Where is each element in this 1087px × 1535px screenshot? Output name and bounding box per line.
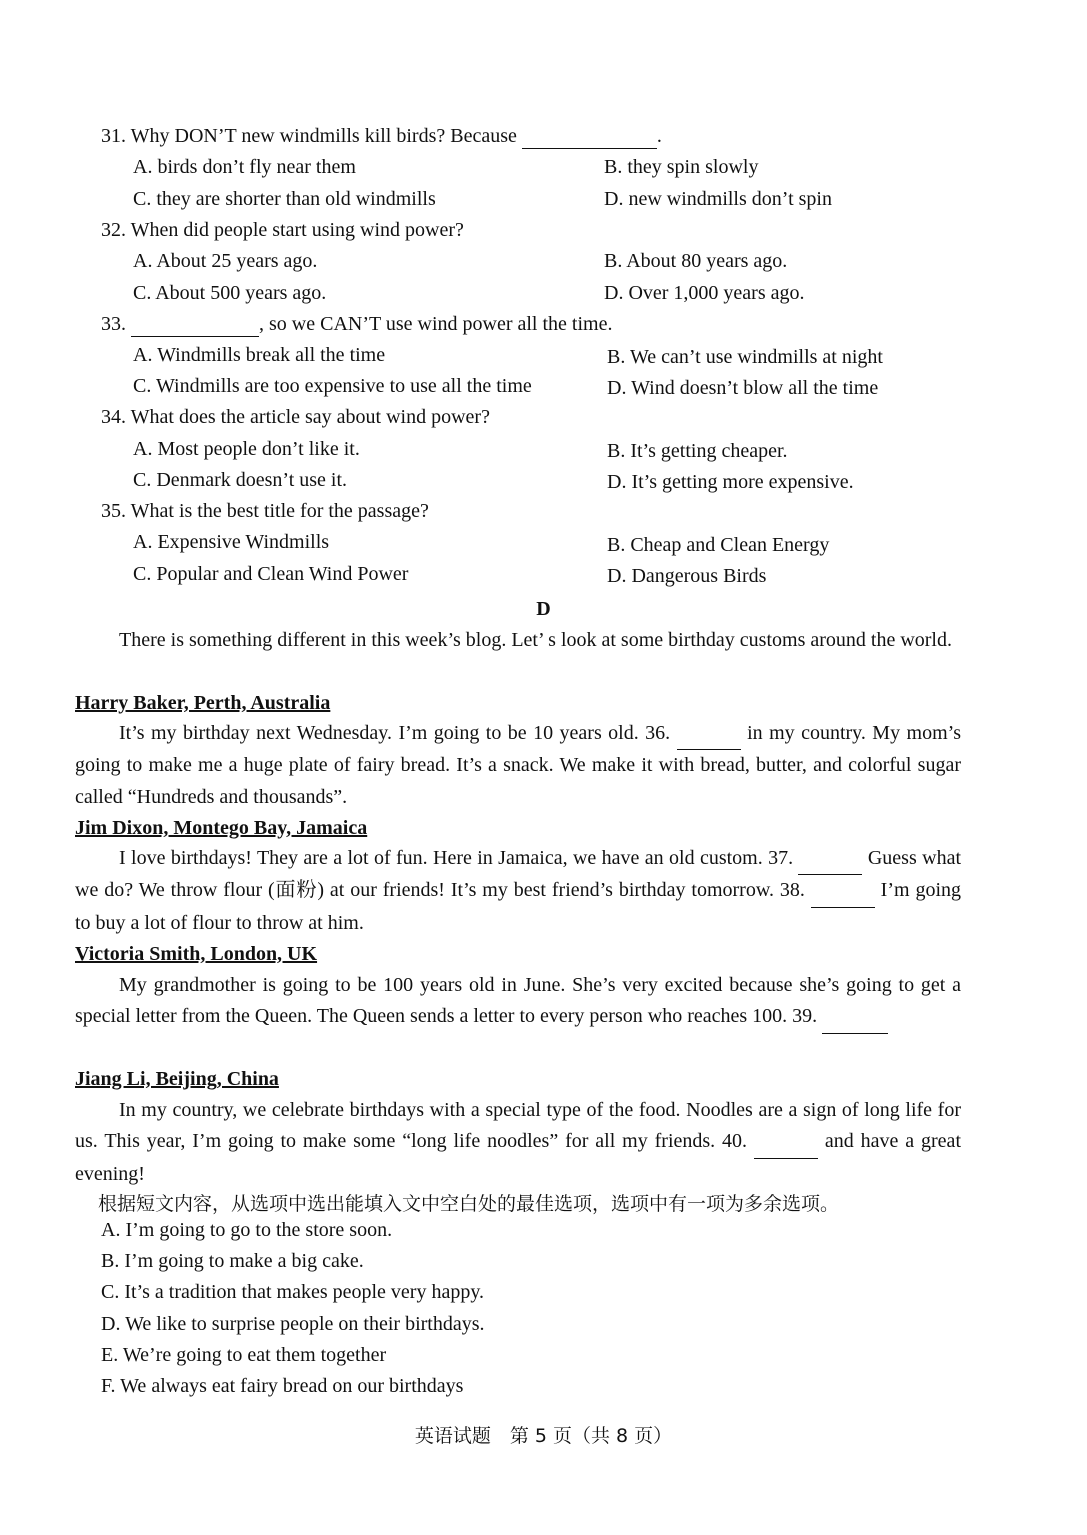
blog-text-jim-dixon: I love birthdays! They are a lot of fun. Here in Jamaica, we have an old custom. 37. Guess what we do? We throw flour (面粉) at our friends! It’s my best friend’s birthday tomorrow. 38. I’m going to buy a lot of flour to throw at him. <box>75 843 961 939</box>
question-32-option-c: C. About 500 years ago. <box>133 282 327 304</box>
choice-a: A. I’m going to go to the store soon. <box>101 1219 393 1241</box>
question-31-option-d: D. new windmills don’t spin <box>604 188 832 210</box>
answer-blank-38 <box>811 875 875 907</box>
choice-d: D. We like to surprise people on their birthdays. <box>101 1313 485 1335</box>
question-34-option-a: A. Most people don’t like it. <box>133 438 360 460</box>
choice-c: C. It’s a tradition that makes people very happy. <box>101 1281 485 1303</box>
answer-blank-36 <box>677 718 741 750</box>
blog-text-victoria-smith: My grandmother is going to be 100 years old in June. She’s very excited because she’s going to get a special letter from the Queen. The Queen sends a letter to every person who reaches 100. 39. <box>75 970 961 1034</box>
question-32-option-a: A. About 25 years ago. <box>133 250 318 272</box>
question-35-option-c: C. Popular and Clean Wind Power <box>133 563 409 585</box>
blog-author-jiang-li: Jiang Li, Beijing, China <box>75 1068 279 1090</box>
answer-blank <box>131 312 259 337</box>
question-33-option-c: C. Windmills are too expensive to use all the time <box>133 375 532 397</box>
question-34-option-c: C. Denmark doesn’t use it. <box>133 469 348 491</box>
section-d-instruction: 根据短文内容，从选项中选出能填入文中空白处的最佳选项，选项中有一项为多余选项。 <box>98 1193 840 1215</box>
question-34-option-b: B. It’s getting cheaper. <box>607 440 788 462</box>
choice-e: E. We’re going to eat them together <box>101 1344 387 1366</box>
question-32-option-d: D. Over 1,000 years ago. <box>604 282 805 304</box>
question-35-stem: 35. What is the best title for the passage? <box>101 500 429 522</box>
choice-b: B. I’m going to make a big cake. <box>101 1250 364 1272</box>
question-31-stem: 31. Why DON’T new windmills kill birds? Because . <box>101 125 662 147</box>
question-34-option-d: D. It’s getting more expensive. <box>607 471 854 493</box>
question-32-stem: 32. When did people start using wind power? <box>101 219 464 241</box>
question-31-option-b: B. they spin slowly <box>604 156 759 178</box>
blog-author-victoria-smith: Victoria Smith, London, UK <box>75 943 318 965</box>
blog-author-harry-baker: Harry Baker, Perth, Australia <box>75 692 331 714</box>
answer-blank-40 <box>754 1126 818 1158</box>
question-35-option-b: B. Cheap and Clean Energy <box>607 534 830 556</box>
question-34-stem: 34. What does the article say about wind power? <box>101 406 490 428</box>
question-35-option-d: D. Dangerous Birds <box>607 565 767 587</box>
blog-text-jiang-li: In my country, we celebrate birthdays with a special type of the food. Noodles are a sign of long life for us. This year, I’m going to make some “long life noodles” for all my friends. 40. and have a great evening! <box>75 1099 961 1185</box>
question-33-option-b: B. We can’t use windmills at night <box>607 346 883 368</box>
question-32-option-b: B. About 80 years ago. <box>604 250 788 272</box>
question-31-option-a: A. birds don’t fly near them <box>133 156 356 178</box>
answer-blank-39 <box>822 1001 888 1033</box>
question-31-option-c: C. they are shorter than old windmills <box>133 188 436 210</box>
question-35-option-a: A. Expensive Windmills <box>133 531 330 553</box>
answer-blank-37 <box>798 843 862 875</box>
blog-text-harry-baker: It’s my birthday next Wednesday. I’m going to be 10 years old. 36. in my country. My mom’s going to make me a huge plate of fairy bread. It’s a snack. We make it with bread, butter, and colorful sugar called “Hundreds and thousands”. <box>75 718 961 813</box>
blog-author-jim-dixon: Jim Dixon, Montego Bay, Jamaica <box>75 817 368 839</box>
section-d-heading: D <box>536 598 551 620</box>
answer-blank <box>522 124 657 149</box>
section-d-intro: There is something different in this week’s blog. Let’ s look at some birthday customs around the world. <box>119 629 952 651</box>
question-33-option-d: D. Wind doesn’t blow all the time <box>607 377 879 399</box>
page-footer: 英语试题 第 5 页（共 8 页） <box>414 1425 673 1447</box>
question-33-stem: 33. , so we CAN’T use wind power all the time. <box>101 313 613 335</box>
choice-f: F. We always eat fairy bread on our birthdays <box>101 1375 464 1397</box>
question-33-option-a: A. Windmills break all the time <box>133 344 386 366</box>
